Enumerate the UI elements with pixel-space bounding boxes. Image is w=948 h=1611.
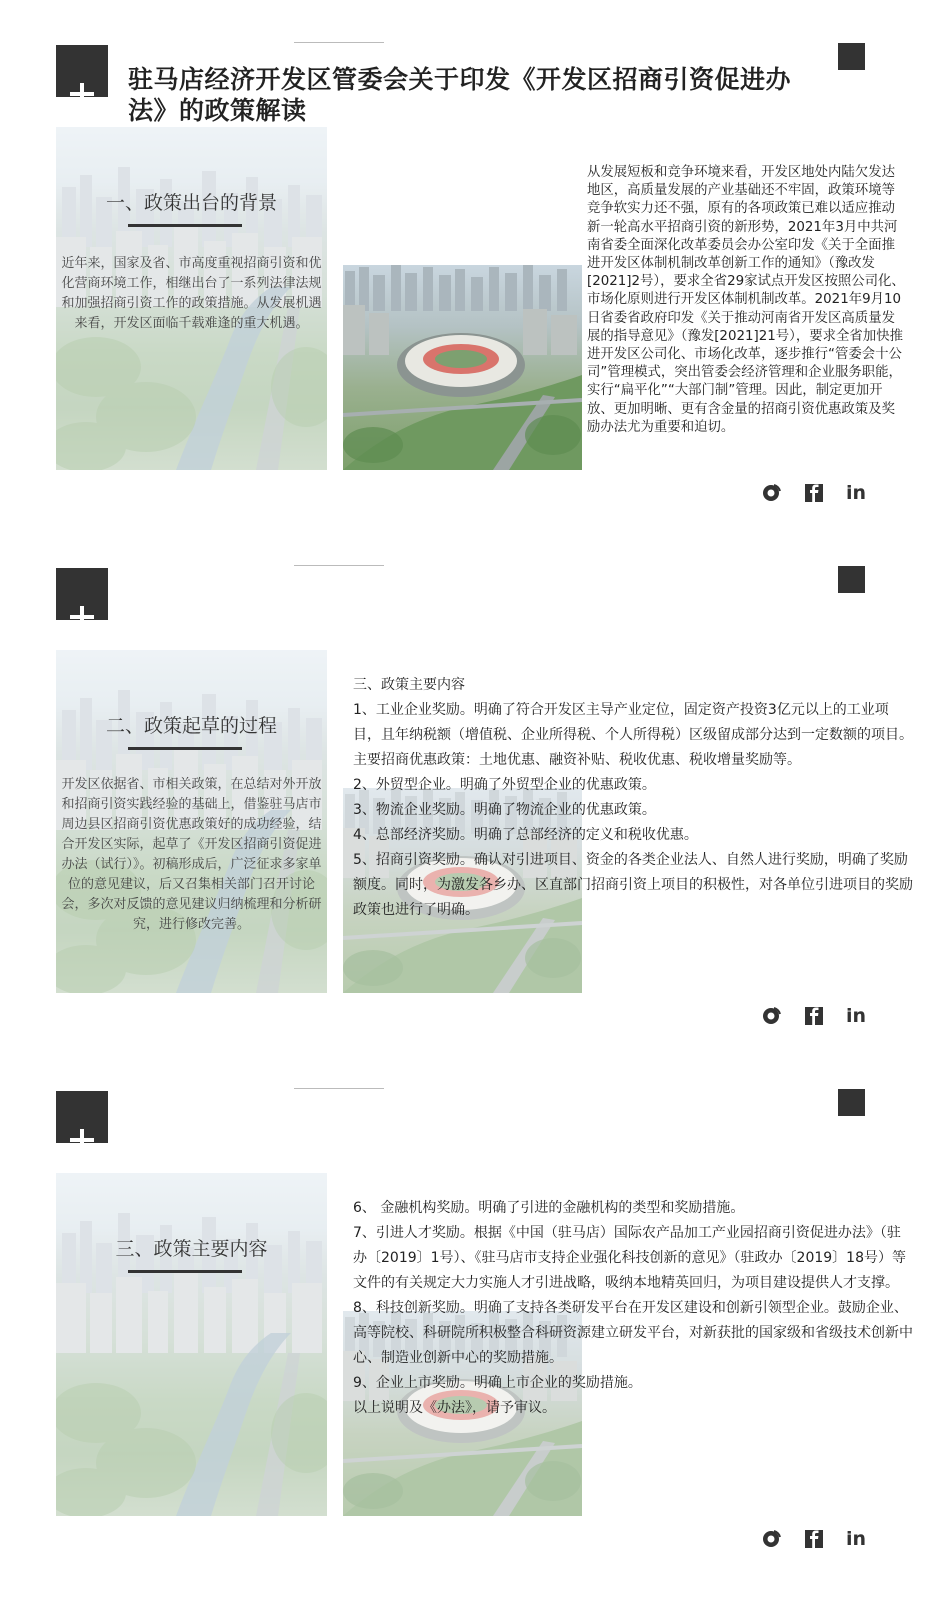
share-bar [760, 1528, 870, 1552]
list-item: 1、工业企业奖励。明确了符合开发区主导产业定位，固定资产投资3亿元以上的工业项目，且年纳税额（增值税、企业所得税、个人所得税）区级留成部分达到一定数额的项目。主要招商优惠政策：土地优惠、融资补贴、税收优惠、税收增量奖励等。 [353, 702, 913, 768]
square-icon [838, 1089, 865, 1116]
section-background [0, 42, 948, 565]
list-item: 三、政策主要内容 [353, 677, 465, 693]
list-item: 以上说明及《办法》，请予审议。 [353, 1400, 556, 1416]
linkedin-icon[interactable]: in [846, 482, 867, 504]
weibo-icon[interactable] [760, 482, 782, 504]
share-bar [760, 482, 870, 506]
facebook-icon[interactable] [805, 482, 823, 504]
section-drafting [0, 565, 948, 1088]
list-item: 7、引进人才奖励。根据《中国（驻马店）国际农产品加工产业园招商引资促进办法》（驻办〔2019〕1号）、《驻马店市支持企业强化科技创新的意见》（驻政办〔2019〕18号）等文件的有关规定大力实施人才引进战略，吸纳本地精英回归，为项目建设提供人才支撑。 [353, 1225, 906, 1291]
heading-underline [128, 1270, 242, 1273]
section-content [0, 1088, 948, 1611]
divider-line [294, 565, 384, 566]
divider-line [294, 42, 384, 43]
list-item: 3、物流企业奖励。明确了物流企业的优惠政策。 [353, 802, 656, 818]
facebook-icon[interactable] [805, 1528, 823, 1550]
section-heading: 三、政策主要内容 [115, 1238, 268, 1260]
section-left-text: 近年来，国家及省、市高度重视招商引资和优化营商环境工作，相继出台了一系列法律法规和加强招商引资工作的政策措施。从发展机遇来看，开发区面临千载难逢的重大机遇。 [61, 256, 322, 331]
linkedin-icon[interactable]: in [846, 1005, 867, 1027]
policy-list [353, 1196, 913, 1421]
page-title: 驻马店经济开发区管委会关于印发《开发区招商引资促进办法》的政策解读 [128, 65, 792, 125]
expand-plus-icon[interactable] [56, 45, 108, 97]
list-item: 6、 金融机构奖励。明确了引进的金融机构的类型和奖励措施。 [353, 1200, 745, 1216]
square-icon [838, 43, 865, 70]
facebook-icon[interactable] [805, 1005, 823, 1027]
weibo-icon[interactable] [760, 1528, 782, 1550]
list-item: 2、外贸型企业。明确了外贸型企业的优惠政策。 [353, 777, 656, 793]
square-icon [838, 566, 865, 593]
list-item: 8、科技创新奖励。明确了支持各类研发平台在开发区建设和创新引领型企业。鼓励企业、高等院校、科研院所积极整合科研资源建立研发平台，对新获批的国家级和省级技术创新中心、制造业创新中心的奖励措施。 [353, 1300, 913, 1366]
policy-list [353, 673, 913, 923]
section-heading: 一、政策出台的背景 [105, 192, 277, 214]
share-bar [760, 1005, 870, 1029]
expand-plus-icon[interactable] [56, 568, 108, 620]
weibo-icon[interactable] [760, 1005, 782, 1027]
section-right-text: 从发展短板和竞争环境来看，开发区地处内陆欠发达地区，高质量发展的产业基础还不牢固，政策环境等竞争软实力还不强，原有的各项政策已难以适应推动新一轮高水平招商引资的新形势，2021年3月中共河南省委全面深化改革委员会办公室印发《关于全面推进开发区体制机制改革创新工作的通知》（豫改发[2021]2号），要求全省29家试点开发区按照公司化、市场化原则进行开发区体制机制改革。2021年9月10日省委省政府印发《关于推动河南省开发区高质量发展的指导意见》（豫发[2021]21号），要求全省加快推进开发区公司化、市场化改革，逐步推行“管委会十公司”管理模式，突出管委会经济管理和企业服务职能，实行“扁平化”“大部门制”管理。因此，制定更加开放、更加明晰、更有含金量的招商引资优惠政策及奖励办法尤为重要和迫切。 [587, 165, 905, 435]
linkedin-icon[interactable]: in [846, 1528, 867, 1550]
divider-line [294, 1088, 384, 1089]
section-heading: 二、政策起草的过程 [105, 715, 277, 737]
heading-underline [128, 747, 242, 750]
list-item: 9、企业上市奖励。明确上市企业的奖励措施。 [353, 1375, 642, 1391]
stadium-photo [343, 265, 582, 470]
list-item: 5、招商引资奖励。确认对引进项目、资金的各类企业法人、自然人进行奖励，明确了奖励额度。同时，为激发各乡办、区直部门招商引资上项目的积极性，对各单位引进项目的奖励政策也进行了明确。 [353, 852, 913, 918]
expand-plus-icon[interactable] [56, 1091, 108, 1143]
city-photo [56, 1173, 327, 1516]
heading-underline [128, 224, 242, 227]
list-item: 4、总部经济奖励。明确了总部经济的定义和税收优惠。 [353, 827, 698, 843]
section-left-text: 开发区依据省、市相关政策，在总结对外开放和招商引资实践经验的基础上，借鉴驻马店市周边县区招商引资优惠政策好的成功经验，结合开发区实际，起草了《开发区招商引资促进办法（试行）》。初稿形成后，广泛征求多家单位的意见建议，后又召集相关部门召开讨论会，多次对反馈的意见建议归纳梳理和分析研究，进行修改完善。 [61, 777, 322, 932]
